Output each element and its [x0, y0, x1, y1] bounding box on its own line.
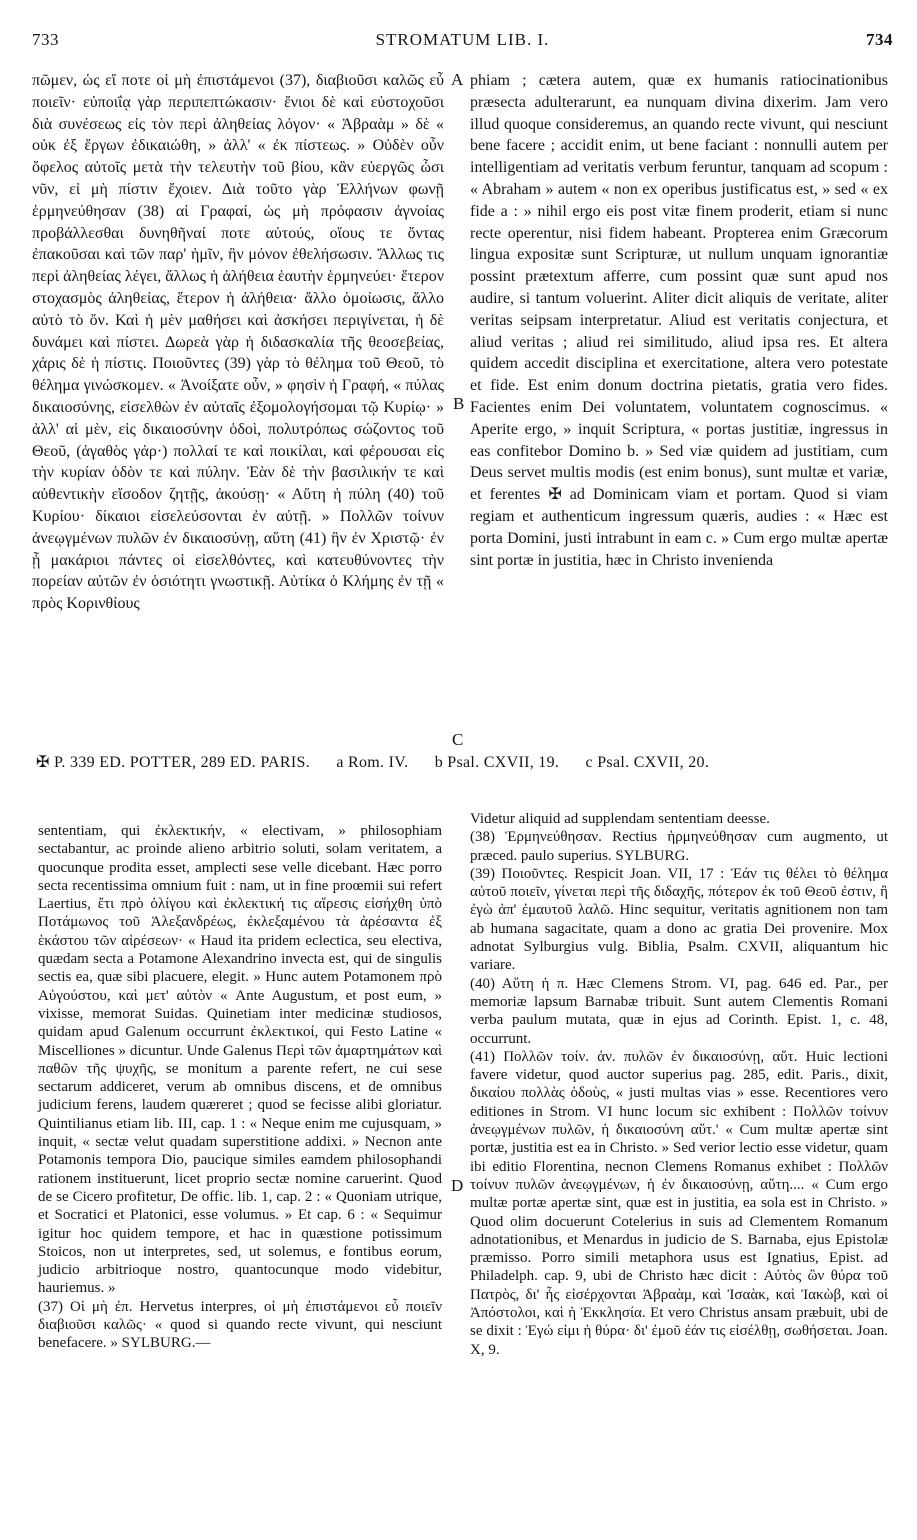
note-39: (39) Ποιοῦντες. Respicit Joan. VII, 17 : Ἐάν τις θέλει τὸ θέλημα αὐτοῦ ποιεῖν, γίνεται περὶ τῆς διδαχῆς, πότερον ἐκ τοῦ Θεοῦ ἐστιν, ἢ ἐγὼ ἀπ' ἐμαυτοῦ λαλῶ. Hinc sequitur, veritatis agnitionem non tam ab humana sagacitate, quam a dono ac gratia Dei provenire. Mox adnotat Sylburgius vulg. Biblia, Psalm. CXVII, aliquantum hic variare.: [470, 865, 888, 974]
footnote-c: c Psal. CXVII, 20.: [585, 754, 710, 771]
footnote-b: b Psal. CXVII, 19.: [434, 754, 560, 771]
margin-marker-c: C: [452, 730, 464, 749]
running-header: [32, 30, 893, 58]
section-divider: [36, 786, 878, 787]
note-38: (38) Ἑρμηνεύθησαν. Rectius ἡρμηνεύθησαν cum augmento, ut præced. paulo superius. SYLBURG.: [470, 829, 888, 864]
greek-paragraph: πῶμεν, ὡς εἴ ποτε οἱ μὴ ἐπιστάμενοι (37), διαβιοῦσι καλῶς εὖ ποιεῖν· εὐποιΐᾳ γὰρ περιπεπτώκασιν· ἔνιοι δὲ καὶ εὐστοχοῦσι διὰ συνέσεως εἰς τὸν περὶ ἀληθείας λόγον· « Ἀβραὰμ » δὲ « οὐκ ἐξ ἔργων ἐδικαιώθη, » ἀλλ' « ἐκ πίστεως. » Οὐδὲν οὖν ὄφελος αὐτοῖς μετὰ τὴν τελευτὴν τοῦ βίου, κἂν εὐεργῶς ὦσι νῦν, εἰ μὴ πίστιν ἔχοιεν. Διὰ τοῦτο γὰρ Ἑλλήνων φωνῇ ἑρμηνεύθησαν (38) αἱ Γραφαί, ὡς μὴ πρόφασιν ἀγνοίας προβάλλεσθαι δυνηθῆναί ποτε αὐτούς, οἵους τε ὄντας ἐπακοῦσαι καὶ τῶν παρ' ἡμῖν, ἣν μόνον ἐθελήσωσιν. Ἄλλως τις περὶ ἀληθείας λέγει, ἄλλως ἡ ἀλήθεια ἑαυτὴν ἑρμηνεύει· ἕτερον στοχασμὸς ἀληθείας, ἕτερον ἡ ἀλήθεια· ἄλλο ὁμοίωσις, ἄλλο αὐτὸ τὸ ὄν. Καὶ ἡ μὲν μαθήσει καὶ ἀσκήσει περιγίνεται, ἡ δὲ δυνάμει καὶ πίστει. Δωρεὰ γὰρ ἡ διδασκαλία τῆς θεοσεβείας, χάρις δὲ ἡ πίστις. Ποιοῦντες (39) γὰρ τὸ θέλημα τοῦ Θεοῦ, τὸ θέλημα γινώσκομεν. « Ἀνοίξατε οὖν, » φησὶν ἡ Γραφή, « πύλας δικαιοσύνης, εἰσελθὼν ἐν αὐταῖς ἐξομολογήσομαι τῷ Κυρίῳ· » ἀλλ' αἱ μὲν, εἰς δικαιοσύνην ὁδοὶ, πολυτρόπως σώζοντος τοῦ Θεοῦ, (ἀγαθὸς γάρ·) πολλαί τε καὶ ποικίλαι, καὶ φέρουσαι εἰς τὴν κυρίαν ὁδὸν τε καὶ πύλην. Ἐὰν δὲ τὴν βασιλικήν τε καὶ αὐθεντικὴν εἴσοδον ζητῇς, ἀκούσῃ· « Αὕτη ἡ πύλη (40) τοῦ Κυρίου· δίκαιοι εἰσελεύσονται ἐν αὐτῇ. » Πολλῶν τοίνυν ἀνεῳγμένων πυλῶν ἐν δικαιοσύνῃ, αὕτη (41) ἣν ἐν Χριστῷ· ἐν ᾗ μακάριοι πάντες οἱ εἰσελθόντες, καὶ κατευθύνοντες τὴν πορείαν αὐτῶν ἐν ὁσιότητι γνωστικῇ. Αὐτίκα ὁ Κλήμης ἐν τῇ « πρὸς Κορινθίους: [32, 72, 444, 613]
latin-text-column: [470, 70, 888, 571]
page-number-right: 734: [866, 30, 893, 49]
margin-marker-d: D: [451, 1176, 464, 1195]
margin-marker-a: A: [451, 70, 464, 89]
page-number-left: 733: [32, 30, 59, 49]
greek-text-column: [32, 70, 444, 615]
notes-right-column: [470, 810, 888, 1359]
margin-marker-b: B: [453, 394, 465, 413]
scripture-footnotes: [36, 752, 881, 772]
running-title: STROMATUM LIB. I.: [375, 30, 550, 49]
note-40: (40) Αὕτη ἡ π. Hæc Clemens Strom. VI, pag. 646 ed. Par., per memoriæ lapsum Barnabæ tribuit. Sunt autem Clementis Romani verba paulum mutata, quæ in ejus ad Corinth. Epist. 1, c. 48, occurrunt.: [470, 975, 888, 1047]
note-continuation: sententiam, qui ἐκλεκτικήν, « electivam, » philosophiam sectabantur, ac proinde alieno arbitrio soluti, solam veritatem, a quocunque prodita esset, amplecti sese velle dicebant. Hæc porro secta recentissima omnium fuit : nam, ut in fine proœmii sui refert Laertius, ἔτι πρὸ ὀλίγου καὶ ἐκλεκτική τις αἵρεσις εἰσήχθη ὑπὸ Ποτάμωνος τοῦ Ἀλεξανδρέως, ἐκλεξαμένου τὰ ἀρέσαντα ἐξ ἑκάστου τῶν αἱρέσεων· « Haud ita pridem eclectica, seu electiva, quædam secta a Potamone Alexandrino invecta est, qui de singulis sectis ea, quæ sibi placuere, elegit. » Hunc autem Potamonem πρὸ Αὐγούστου, καὶ μετ' αὐτὸν « Ante Augustum, et post eum, » vixisse, memorat Suidas. Quinetiam inter medicinæ studiosos, quidam apud Galenum occurrunt ἐκλεκτικοί, qui Festo Latine « Miscelliones » dicuntur. Unde Galenus Περὶ τῶν ἁμαρτημάτων καὶ παθῶν τῆς ψυχῆς, se monitum a parente refert, ne cui sese sectarum addiceret, verum ab omnibus discens, et de omnibus judicium ferens, laudem quæreret ; quod se fecisse alibi gloriatur. Quintilianus etiam lib. III, cap. 1 : « Neque enim me cujusquam, » inquit, « sectæ velut quadam superstitione addixi. » Necnon ante Potamonis tempora Dio, paucique similes eamdem philosophandi rationem instituerunt, licet proprio sectæ nomine caruerint. Quod de se Cicero profitetur, De offic. lib. 1, cap. 2 : « Quoniam utrique, et Socratici et Platonici, esse volumus. » Et cap. 6 : « Sequimur igitur hoc quidem tempore, et hac in quæstione potissimum Stoicos, non ut interpretes, sed, ut solemus, e fontibus eorum, judicio arbitrioque nostro, quantocunque modo videbitur, hauriemus. »: [38, 823, 442, 1297]
note-37: (37) Οἱ μὴ ἐπ. Hervetus interpres, οἱ μὴ ἐπιστάμενοι εὖ ποιεῖν διαβιοῦσι καλῶς· « quod si quando recte vivunt, qui nesciunt benefacere. » SYLBURG.—: [38, 1298, 442, 1352]
edition-reference: ✠ P. 339 ED. POTTER, 289 ED. PARIS.: [36, 754, 311, 771]
note-41: (41) Πολλῶν τοίν. ἀν. πυλῶν ἐν δικαιοσύνῃ, αὕτ. Huic lectioni favere videtur, quod auctor superius pag. 285, edit. Paris., dixit, δικαίου πολλὰς ὁδοὺς, « justi multas vias » esse. Recentiores vero editiones in Strom. VI hunc locum sic exhibent : Πολλῶν τοίνυν ἀνεῳγμένων πυλῶν, ἡ δικαιοσύνη αὕτ.' « Cum multæ apertæ sint portæ, justitia est ea in Christo. » Sed verior lectio esse videtur, quam ibi editio Florentina, necnon Clemens Romanus exhibet : Πολλῶν τοίνυν πυλῶν ἀνεῳγμένων, ἡ ἐν δικαιοσύνῃ, αὕτη.... « Cum ergo multæ portæ apertæ sint, quæ est in justitia, ea sola est in Christo. » Quod olim docuerunt Cotelerius in suis ad Clementem Romanum adnotationibus, et Menardus in judicio de S. Barnaba, ejus Epistolæ præmisso. Porro simili metaphora usus est Ignatius, Epist. ad Philadelph. cap. 9, ubi de Christo hæc dicit : Αὐτὸς ὢν θύρα τοῦ Πατρὸς, δι' ἧς εἰσέρχονται Ἀβραὰμ, καὶ Ἰσαὰκ, καὶ Ἰακὼβ, καὶ οἱ Ἀπόστολοι, καὶ ἡ Ἐκκλησία. Et vero Christus ansam præbuit, ubi de se dixit : Ἐγώ εἰμι ἡ θύρα· δι' ἐμοῦ ἐάν τις εἰσέλθῃ, σωθήσεται. Joan. X, 9.: [470, 1048, 888, 1358]
notes-left-column: [38, 822, 442, 1353]
latin-paragraph: phiam ; cætera autem, quæ ex humanis ratiocinationibus præsecta adulterarunt, ea nunquam divina dixerim. Jam vero illud quoque consideremus, an quando recte vivunt, qui nesciunt bene facere ; accidit enim, ut bene faciant : nonnulli autem per intelligentiam ad veritatis verbum feruntur, tanquam ad scopum : « Abraham » autem « non ex operibus justificatus est, » sed « ex fide a : » nihil ergo eis post vitæ finem proderit, etiam si nunc recte operentur, nisi fidem habeant. Propterea enim Græcorum lingua expositæ sunt Scripturæ, ut nullum unquam ignorantiæ possint prætextum afferre, cum possint quæ sunt apud nos audire, si tantum voluerint. Aliter dicit aliquis de veritate, aliter veritas seipsam interpretatur. Aliud est veritatis conjectura, et aliud veritas ; aliud rei similitudo, aliud ipsa res. Et altera quidem accedit disciplina et exercitatione, altera vero potestate et fide. Est enim donum doctrina pietatis, gratia vero fides. Facientes enim Dei voluntatem, voluntatem cognoscimus. « Aperite ergo, » inquit Scriptura, « portas justitiæ, ingressus in eas confitebor Domino b. » Sed viæ quidem ad justitiam, cum Deus servet multis modis (est enim bonus), sunt multæ et variæ, et ferentes ✠ ad Dominicam viam et portam. Quod si viam regiam et authenticum ingressum quæris, audies : « Hæc est porta Domini, justi intrabunt in eam c. » Cum ergo multæ apertæ sint portæ in justitia, hæc in Christo invenienda: [470, 72, 888, 569]
note-item: Videtur aliquid ad supplendam sententiam deesse.: [470, 811, 770, 827]
footnote-a: a Rom. IV.: [336, 754, 409, 771]
